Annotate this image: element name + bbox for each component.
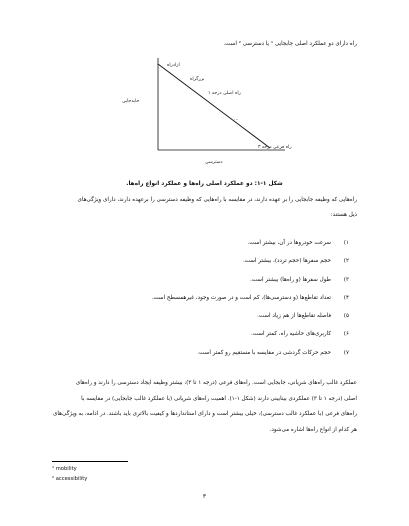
list-item: ۶)کاربری‌های حاشیه راه، کمتر است.: [251, 331, 349, 338]
list-item: ۷)حجم حرکات گردشی در مقایسه با مستقیم رو کمتر است.: [197, 349, 349, 356]
page-number: ۳: [202, 493, 207, 500]
function-diagonal: [158, 64, 270, 148]
list-item: ۱)سرعت خودروها در آن، بیشتر است.: [247, 240, 349, 246]
label-main-road: راه اصلی درجه ۱: [208, 91, 241, 96]
list-item: ۵)فاصله تقاطع‌ها از هم زیاد است.: [257, 313, 349, 320]
footnote-2: ² accessibility: [52, 476, 88, 482]
paragraph-1-line-2: ذیل هستند:: [330, 212, 357, 218]
footnote-divider: [52, 461, 128, 462]
label-highway: بزرگراه: [190, 77, 205, 82]
label-minor-road: راه فرعی درجه ۳: [258, 145, 292, 150]
label-ellipsis: ...: [234, 117, 239, 122]
paragraph-2-line: اصلی (درجه ۱ تا ۳) عملکردی بینابینی دارند (شکل ۱-۱). اهمیت راه‌های شریانی (با عملکرد غالب جابجایی) در مقایسه با: [81, 395, 357, 402]
x-axis-label: دسترسی: [205, 160, 223, 165]
label-freeway: ازادراه: [167, 63, 180, 68]
figure-caption: شکل ۱-۱: دو عملکرد اصلی راه‌ها و عملکرد انواع راه‌ها.: [126, 181, 283, 187]
list-item: ۲)حجم سفرها (حجم تردد)، بیشتر است.: [242, 258, 349, 265]
footnote-1: ¹ mobility: [52, 466, 77, 472]
list-item: ۳)طول سفرها (و راه‌ها) بیشتر است.: [250, 276, 349, 283]
paragraph-1-line-1: راه‌هایی که وظیفه جابجایی را بر عهده دارند، در مقایسه با راه‌هایی که وظیفه دسترسی را برعهده دارند، دارای ویژگی‌های: [77, 197, 357, 203]
paragraph-1: [52, 197, 357, 219]
paragraph-2: [52, 376, 357, 438]
paragraph-2-line: راه‌های فرعی (با عملکرد غالب دسترسی)، خیلی بیشتر است و دارای استانداردها و کیفیت بالاتری باید باشند. در ادامه، به ویژگی‌های: [53, 411, 357, 417]
intro-line: راه دارای دو عملکرد اصلی جابجایی ¹ یا دسترسی ² است.: [223, 41, 357, 47]
paragraph-2-line: عملکرد غالب راه‌های شریانی، جابجایی است. راه‌های فرعی (درجه ۱ تا ۳)، بیشتر وظیفه ایجاد دسترسی را دارند و راه‌های: [75, 380, 357, 386]
paragraph-2-line: هر کدام از انواع راه‌ها اشاره می‌شود.: [269, 426, 357, 433]
list-item: ۴)تعداد تقاطع‌ها (و دسترسی‌ها)، کم است و در صورت وجود، غیرهمسطح است.: [151, 294, 349, 301]
y-axis-label: جابه‌جایی: [122, 99, 140, 104]
features-list: [69, 240, 349, 368]
road-function-figure: [110, 52, 300, 172]
